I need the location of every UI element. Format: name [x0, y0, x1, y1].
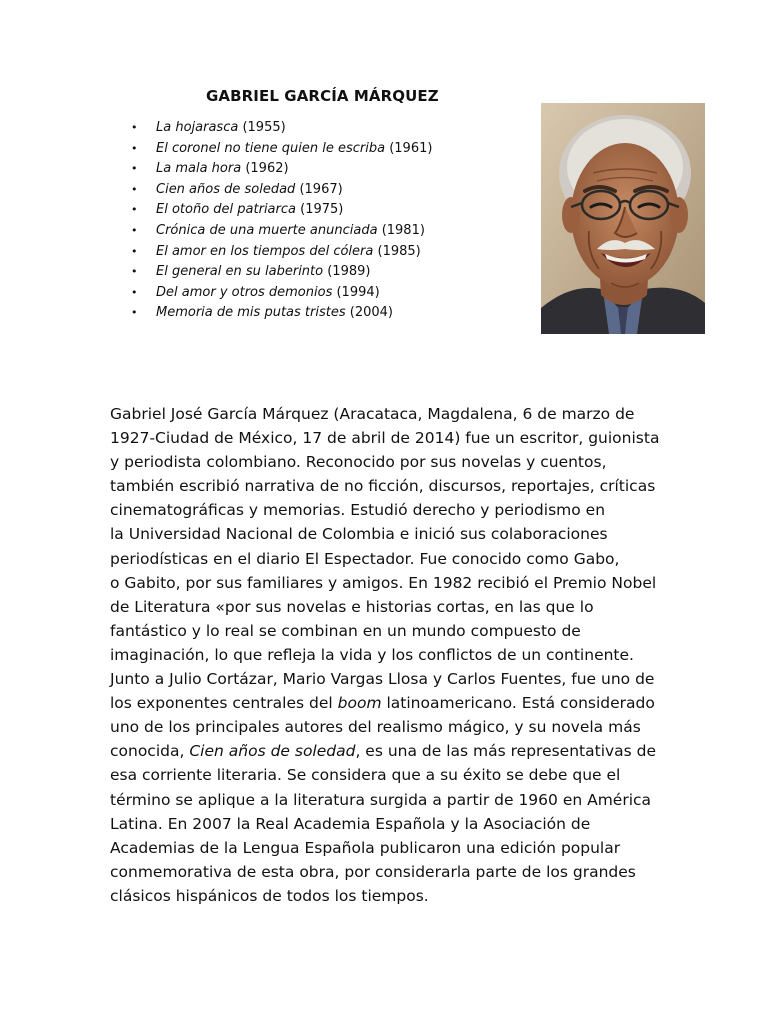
work-title: La hojarasca [156, 120, 239, 135]
bio-text: , es una de las más representativas de [355, 742, 657, 761]
bio-line: Latina. En 2007 la Real Academia Española y la Asociación de [110, 814, 591, 833]
bullet-icon: • [131, 162, 138, 176]
bio-line: esa corriente literaria. Se considera que a su éxito se debe que el [110, 766, 621, 785]
work-title: Cien años de soledad [156, 181, 296, 197]
bio-line: cinematográficas y memorias. Estudió derecho y periodismo en [110, 501, 606, 520]
list-item [131, 200, 432, 221]
bio-line: también escribió narrativa de no ficción, discursos, reportajes, críticas [110, 477, 656, 496]
bio-line: uno de los principales autores del realismo mágico, y su novela más [110, 718, 641, 737]
bio-text: latinoamericano. Está considerado [381, 694, 655, 713]
work-year: (1981) [381, 222, 425, 238]
bio-line: la Universidad Nacional de Colombia e inició sus colaboraciones [110, 525, 608, 544]
work-year: (1961) [389, 140, 433, 156]
bio-line: o Gabito, por sus familiares y amigos. En 1982 recibió el Premio Nobel [110, 573, 657, 592]
work-year: (1989) [327, 264, 371, 280]
work-year: (1955) [242, 120, 286, 135]
bullet-icon: • [131, 203, 138, 217]
bio-line: periodísticas en el diario El Espectador. Fue conocido como Gabo, [110, 549, 620, 568]
work-title: Del amor y otros demonios [156, 284, 333, 300]
bio-line: Gabriel José García Márquez (Aracataca, Magdalena, 6 de marzo de [110, 405, 635, 423]
bio-line [110, 739, 670, 763]
portrait-illustration [541, 103, 705, 334]
bio-line: conmemorativa de esta obra, por considerarla parte de los grandes [110, 862, 636, 881]
page-title: GABRIEL GARCÍA MÁRQUEZ [206, 87, 439, 105]
bio-line: 1927-Ciudad de México, 17 de abril de 2014) fue un escritor, guionista [110, 429, 660, 448]
bullet-icon: • [131, 121, 138, 134]
work-title: El general en su laberinto [156, 264, 324, 280]
bio-emphasis: boom [337, 694, 382, 713]
work-title: El amor en los tiempos del cólera [156, 243, 374, 259]
work-year: (1975) [300, 202, 344, 218]
bio-text: los exponentes centrales del [110, 694, 338, 713]
work-title: El otoño del patriarca [156, 202, 296, 218]
bio-line: término se aplique a la literatura surgida a partir de 1960 en América [110, 790, 652, 809]
work-year: (1985) [377, 243, 421, 259]
bio-line [110, 691, 670, 715]
bullet-icon: • [131, 265, 138, 279]
bio-line: fantástico y lo real se combinan en un mundo compuesto de [110, 621, 581, 640]
works-list [131, 118, 432, 324]
work-year: (1962) [245, 161, 289, 177]
bullet-icon: • [131, 141, 138, 155]
list-item [131, 283, 432, 304]
bullet-icon: • [131, 244, 138, 258]
bio-line: de Literatura «por sus novelas e historias cortas, en las que lo [110, 597, 594, 616]
work-year: (1994) [336, 284, 380, 300]
list-item [131, 118, 432, 139]
bio-emphasis: Cien años de soledad [189, 742, 356, 761]
bullet-icon: • [131, 306, 138, 320]
work-title: Crónica de una muerte anunciada [156, 222, 378, 238]
list-item [131, 303, 432, 324]
work-year: (1967) [299, 181, 343, 197]
work-title: La mala hora [156, 161, 242, 177]
bio-line: imaginación, lo que refleja la vida y los conflictos de un continente. [110, 645, 634, 664]
work-title: Memoria de mis putas tristes [156, 305, 346, 321]
bullet-icon: • [131, 223, 138, 237]
list-item [131, 221, 432, 242]
bullet-icon: • [131, 285, 138, 299]
bio-line: clásicos hispánicos de todos los tiempos. [110, 886, 429, 905]
work-title: El coronel no tiene quien le escriba [156, 140, 386, 156]
bio-line: Junto a Julio Cortázar, Mario Vargas Llosa y Carlos Fuentes, fue uno de [110, 670, 655, 689]
bio-text: conocida, [110, 742, 190, 761]
work-year: (2004) [349, 305, 393, 321]
bio-line: Academias de la Lengua Española publicaron una edición popular [110, 838, 621, 857]
bio-line: y periodista colombiano. Reconocido por sus novelas y cuentos, [110, 453, 607, 472]
author-photo [541, 103, 705, 334]
bullet-icon: • [131, 182, 138, 196]
list-item [131, 262, 432, 283]
list-item [131, 242, 432, 263]
biography-paragraph [110, 402, 670, 908]
list-item [131, 139, 432, 160]
list-item [131, 159, 432, 180]
list-item [131, 180, 432, 201]
